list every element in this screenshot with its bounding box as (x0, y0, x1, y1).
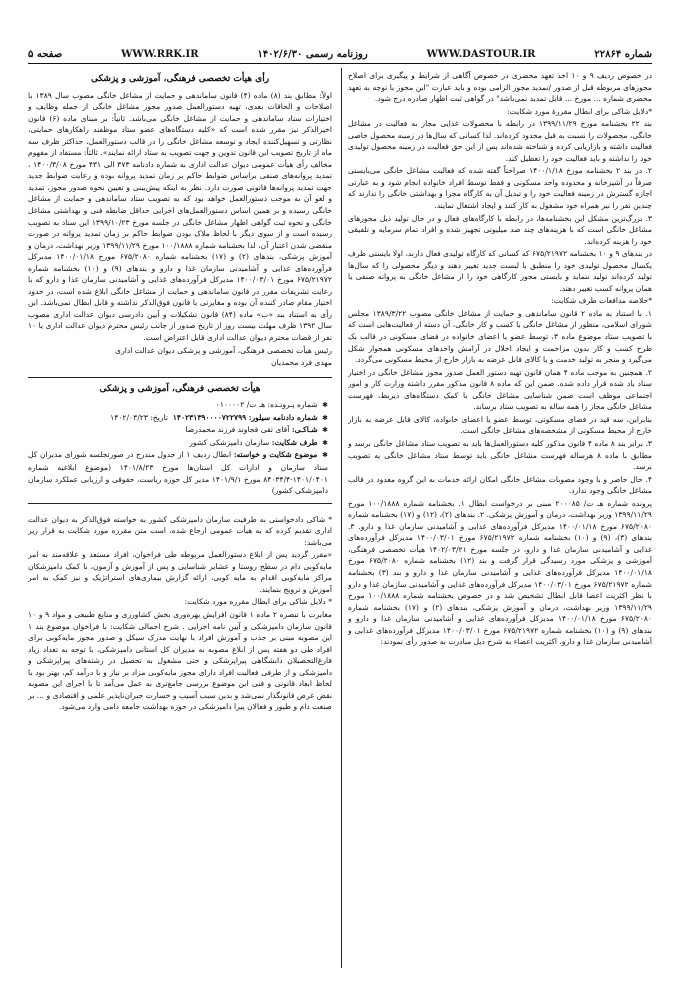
signature-title: رئیس هیأت تخصصی فرهنگی، آموزشی و پزشکی دیوان عدالت اداری (115, 345, 332, 355)
bullet-icon: ✱ (322, 451, 328, 460)
paragraph: ۴. حال حاضر و با وجود مصوبات مشاغل خانگی امکان ارائه خدمات به این گروه معدود در قالب مشاغل خانگی وجود ندارد. (348, 474, 652, 496)
paragraph: در خصوص ردیف ۹ و ۱۰ اخذ تعهد محضری در خصوص آگاهی از شرایط و پیگیری برای اصلاح مجوزهای مربوطه قبل از صدور /تمدید مجوز الزامی بوده و باید عبارت "این مجوز با توجه به تعهد محضری شماره ... مورخ ... قابل تمدید نمی‌باشد" در گواهی ثبت اظهار صادره درج شود. (348, 71, 652, 104)
bullet-icon: ✱ (322, 401, 328, 410)
site-link-left[interactable]: WWW.RRK.IR (121, 48, 199, 60)
plaintiff-value: آقای تقی قجاوند فرزند محمدرضا (185, 425, 290, 435)
case-info-box (28, 377, 332, 504)
issue-number: شماره ۲۲۸۶۴ (594, 48, 652, 60)
plaintiff-label: شـاکـی: (291, 425, 318, 435)
subheading: * دلایل شاکی برای ابطال مقرره مورد شکایت: (184, 597, 332, 607)
bullet-icon: ✱ (322, 438, 328, 447)
paragraph: ۲. همچنین به موجب ماده ۴ همان قانون تهیه دستور العمل صدور مجوز مشاغل خانگی در اختیار ستاد یاد شده قرار داده شده. ضمن این که ماده ۸ قانون مذکور مقرر داشته وزارت کار و امور اجتماعی موظف است ضمن شناسایی مشاغل خانگی با کمک دستگاه‌های ذیربط، فهرست مشاغل خانگی مجاز را همه ساله به تصویب ستاد برساند. (348, 367, 652, 412)
subject-label: موضوع شکایت و خواسته: (233, 450, 318, 460)
gazette-date: روزنامه رسمی ۱۴۰۲/۶/۳۰ (257, 48, 368, 60)
paragraph: پرونده شماره هـ ت/ ۲۰۰۰۸۵ مبنی بر درخواست ابطال ۱. بخشنامه شماره ۱۰۰/۱۸۸۸ مورخ ۱۳۹۹/۱۱/۲۹ وزیر بهداشت، درمان و آموزش پزشکی. ۲. بندهای (۲)، (۱۲) و (۱۷) بخشنامه شماره ۶۷۵/۲۰۸۰ مورخ ۱۴۰۰/۰۱/۱۸ مدیرکل فرآورده‌های غذایی و آشامیدنی سازمان غذا و دارو. ۳. بندهای (۳)، (۹) و (۱۰) بخشنامه شماره ۶۷۵/۲۱۹۷۲ مورخ ۱۴۰۰/۰۳/۰۱ مدیرکل فرآورده‌های غذایی و آشامیدنی سازمان غذا و دارو، در جلسه مورخ ۱۴۰۲/۰۳/۲۱ هیأت تخصصی فرهنگی، آموزشی و پزشکی مورد رسیدگی قرار گرفت و بند (۱۲) بخشنامه شماره ۶۷۵/۲۰۸۰ مورخ ۱۴۰۰/۰۱/۱۸ مدیرکل فرآورده‌های غذایی و آشامیدنی سازمان غذا و دارو و بند (۳) بخشنامه شماره ۶۷۵/۲۱۹۷۲ مورخ ۱۴۰۰/۰۳/۰۱ مدیرکل فرآورده‌های غذایی و آشامیدنی سازمان غذا و دارو با نظر اکثریت اعضا قابل ابطال تشخیص شد و در خصوص بخشنامه شماره ۱۰۰/۱۸۸۸ مورخ ۱۳۹۹/۱۱/۲۹ وزیر بهداشت، درمان و آموزش پزشکی، بندهای (۲) و (۱۷) بخشنامه شماره ۶۷۵/۲۰۸۰ مورخ ۱۴۰۰/۰۱/۱۸ مدیرکل فرآورده‌های غذایی و آشامیدنی سازمان غذا و دارو و بندهای (۹) و (۱۰) بخشنامه شماره ۶۷۵/۲۱۹۷۲ مورخ ۱۴۰۰/۰۳/۰۱ مدیرکل فرآورده‌های غذایی و آشامیدنی سازمان غذا و دارو، اکثریت اعضاء به شرح ذیل مبادرت به صدور رأی نمودند: (348, 498, 652, 647)
paragraph: مغایرت با تبصره ۲ ماده ۱ قانون افزایش بهره‌وری بخش کشاورزی و منابع طبیعی و مواد ۹ و ۱۰ قانون سازمان دامپزشکی و آیین نامه اجرایی . شرح اجمالی شکایت: با فراخوان موضوع بند ۱ این مصوبه مبنی بر جذب و آموزش افراد با نهایت مدرک سیکل و صدور مجوز مایه‌کوبی برای افراد طی دو هفته پس از ابلاغ مصوبه به مدیران کل استانی دامپزشکی، با توجه به تعداد زیاد فارغ‌التحصیلان دانشگاهی پیراپزشکی و حتی مشغول به تحصیل در رشته‌های پیراپزشکی و دامپزشکی و از طرفی فعالیت افراد دارای مجوز مایه‌کوبی مزاد بر نیاز و با درآمد کم، بهتر بود با لحاظ ابعاد قانونی و فنی این موضوع بررسی جامع‌تری به عمل می‌آمد تا با اجرای این مصوبه نقض غرض قانونگذار نمی‌شد و بدین سبب آسیب و خسارت جبران‌ناپذیر علمی و اقتصادی و ... بر صنعت دام و طیور و فعالان پیرا دامپزشکی در حوزه بهداشت جامعه دامی وارد می‌شود. (28, 609, 332, 712)
paragraph: بنابراین، سه قید در فضای مسکونی، توسط عضو یا اعضای خانواده، کالای قابل عرضه به بازار خارج از محیط مسکونی از مشخصه‌های مشاغل خانگی است. (348, 414, 652, 436)
left-column (28, 70, 332, 968)
right-column (348, 70, 652, 968)
paragraph: * شاکی دادخواستی به طرفیت سازمان دامپزشکی کشور به خواسته فوق‌الذکر به دیوان عدالت اداری تقدیم کرده که به هیأت عمومی ارجاع شده، است متن مقرره مورد شکایت به قرار زیر می‌باشد: (28, 514, 332, 547)
box-title: هیأت تخصصی فرهنگی، آموزشی و پزشکی (99, 383, 261, 394)
paragraph: ۳. بزرگ‌ترین مشکل این بخشنامه‌ها، در رابطه با کارگاه‌های فعال و در حال تولید ذیل مجوزهای مشاغل خانگی است که با هزینه‌های چند صد میلیونی تجهیز شده و افراد تمام سرمایه و تلفیقی خود را هزینه کرده‌اند. (348, 213, 652, 246)
header-rule (28, 63, 652, 64)
page-number: صفحه ۵ (28, 48, 63, 60)
paragraph: بند ۲۲ بخشنامه مورخ ۱۳۹۹/۱۱/۲۹ در رابطه با محصولات غذایی مجاز به فعالیت در مشاغل خانگی، محصولات را نسبت به قبل محدود کرده‌اند. لذا کسانی که سال‌ها در زمینه محصول خاصی فعالیت داشته و بازاریابی کرده و شناخته شده‌اند پس از این حق فعالیت در زمینه محصول تولیدی خود را نداشته و باید فعالیت خود را تعطیل کند. (348, 119, 652, 163)
bullet-icon: ✱ (322, 413, 328, 422)
plaintiff-line (28, 424, 332, 437)
quoted-regulation: «مقرر گردید پس از ابلاغ دستورالعمل مربوطه طی فراخوان، افراد مستعد و علاقه‌مند به امر مایه‌کوبی دام در سطح روستا و عشایر شناسایی و پس از آموزش و آزمون، با کمک دامپزشکان مراکز مایه‌کوبی اقدام به مایه کوبی، ارائه گزارش بیماری‌های استراتژیک و نیز کمک به امر آموزش و ترویج بنمایند. (28, 550, 332, 594)
ruling-body: اولاً: مطابق بند (۸) ماده (۴) قانون ساماندهی و حمایت از مشاغل خانگی مصوب سال ۱۳۸۹ با اصلاحات و الحاقات بعدی، تهیه دستورالعمل صدور مجوز مشاغل خانگی از جمله وظایف و اختیارات ستاد ساماندهی و حمایت از مشاغل خانگی می‌باشد. ثانیاً: بر مبنای ماده (۶) قانون اخیرالذکر نیز مقرر شده است که «کلیه دستگاه‌های عضو ستاد موظفند راهکارهای حمایتی، نظارتی و تسهیل‌کننده ایجاد و توسعه مشاغل خانگی را در قالب دستورالعمل، حداکثر ظرف سه ماه از تاریخ تصویب این قانون تدوین و جهت تصویب به ستاد ارائه نمایند». ثالثاً: مستفاد از مفهوم مخالف رأی هیأت عمومی دیوان عدالت اداری به شماره دادنامه ۳۷۳ الی ۴۳۱ مورخ ۱۴۰۰/۳/۰۸ ، تمدید پروانه‌های صنفی براساس ضوابط حاکم بر زمان تمدید پروانه بوده و رعایت ضوابط جدید جهت تمدید پروانه‌ها قانونی صورت دارد. نظر به اینکه پیش‌بینی و تعیین نحوه صدور مجوز، تمدید و لغو آن به موجب دستورالعمل خواهد بود که به تصویب ستاد ساماندهی و حمایت از مشاغل خانگی رسیده و بر همین اساس دستورالعمل‌های اجرایی حداقل ضابطه فنی و بهداشتی مشاغل خانگی و نحوه ثبت گواهی اظهار مشاغل خانگی در جلسه مورخ ۱۳۹۹/۱۰/۲۳ این ستاد به تصویب رسیده است و از سوی دیگر با لحاظ ملاک بودن ضوابط حاکم بر زمان تمدید پروانه در صورت منقضی شدن اعتبار آن، لذا بخشنامه شماره ۱۰۰/۱۸۸۸ مورخ ۱۳۹۹/۱۱/۲۹ وزیر بهداشت، درمان و آموزش پزشکی، بندهای (۲) و (۱۷) بخشنامه شماره ۶۷۵/۲۰۸۰ مورخ ۱۴۰۰/۰۱/۱۸ مدیرکل فرآورده‌های غذایی و آشامیدنی سازمان غذا و دارو و بندهای (۹) و (۱۰) بخشنامه شماره ۶۷۵/۲۱۹۷۲ مورخ ۱۴۰۰/۰۳/۰۱ مدیرکل فرآورده‌های غذایی و آشامیدنی سازمان غذا و دارو که با رعایت تشریفات مقرر در قانون ساماندهی و حمایت از مشاغل خانگی ابلاغ شده است، در حدود اختیار مقام صادر کننده آن بوده و مغایرتی با قانون فوق‌الذکر نداشته و قابل ابطال نمی‌باشد. این رأی به استناد بند «ب» ماده (۸۴) قانون تشکیلات و آیین دادرسی دیوان عدالت اداری مصوب سال ۱۳۹۲ ظرف مهلت بیست روز از تاریخ صدور از جانب رئیس محترم دیوان عدالت اداری یا ۱۰ نفر از قضات محترم دیوان عدالت اداری قابل اعتراض است. (28, 90, 332, 343)
subject-line (28, 449, 332, 496)
date-value: ۱۴۰۲/۰۳/۲۳ (110, 412, 148, 422)
case-number-label: شماره پـرونـده: (267, 400, 318, 410)
paragraph: ۳. برابر بند ۸ ماده ۴ قانون مذکور کلیه دستورالعمل‌ها باید به تصویب ستاد مشاغل خانگی برسد و مطابق با ماده ۸ هرساله فهرست مشاغل خانگی باید توسط ستاد مشاغل خانگی به تصویب برسد. (348, 438, 652, 472)
subheading: *خلاصه مدافعات طرف شکایت: (551, 296, 652, 306)
section-title: رأی هیأت تخصصی فرهنگی، آموزشی و پزشکی (90, 74, 270, 84)
defendant-line (28, 437, 332, 450)
signature-name: مهدی فرد محمدیان (271, 358, 332, 368)
subject-value: ابطال ردیف ۱ از جدول مندرج در صورتجلسه شورای مدیران کل ستاد سازمان و ادارات کل استان‌ها مورخ ۱۴۰۱/۸/۲۳ (موضوع ابلاغیه شماره ۱۴۰۱/۰۴۰۱-۸۴۰۳۴/۴ مورخ ۱۴۰۱/۹/۱ مدیر کل حوزه ریاست، حقوقی و ارزیابی عملکرد سازمان دامپزشکی کشور) (28, 450, 328, 496)
bullet-icon: ✱ (322, 426, 328, 435)
defendant-value: سازمان دامپزشکی کشور (189, 437, 270, 447)
paragraph: ۱. با استناد به ماده ۲ قانون ساماندهی و حمایت از مشاغل خانگی مصوب ۱۳۸۹/۳/۲۲ مجلس شورای اسلامی، منظور از مشاغل خانگی یا کسب و کار خانگی، آن دسته از فعالیت‌هایی است که با تصویب ستاد موضوع ماده ۳، توسط عضو یا اعضای خانواده در فضای مسکونی در قالب یک طرح کسب و کار بدون مزاحمت و ایجاد اخلال در آرامش واحدهای مسکونی همجوار شکل می‌گیرد و منجر به تولید خدمت و یا کالای قابل عرضه به بازار خارج از محیط مسکونی می‌گردد. (348, 308, 652, 365)
ruling-number-label: شماره دادنامه سیلور: (248, 412, 318, 422)
paragraph: در بندهای ۹ و ۱۰ بخشنامه ۶۷۵/۲۱۹۷۲ که کسانی که کارگاه تولیدی فعال دارند، اولا بایستی ظرف یکسال محصول تولیدی خود را منطبق با لیست جدید تغییر دهند و دیگر محصولی را که سال‌ها تولید کرده‌اند تولید ننماید و بایستی مجوز کارگاهی خود را از مشاغل خانگی به پروانه صنفی یا همان پروانه کسب تغییر دهند. (348, 249, 652, 293)
case-number-line (28, 399, 332, 412)
defendant-label: طرف شکایت: (271, 437, 318, 447)
site-link-right[interactable]: WWW.DASTOUR.IR (426, 48, 536, 60)
ruling-number-value: ۱۴۰۲۳۱۳۹۰۰۰۰۷۲۲۷۹۹ (172, 412, 247, 422)
column-divider (341, 68, 342, 968)
ruling-number-line (28, 412, 332, 425)
date-label: تاریخ: (150, 412, 169, 422)
paragraph: ۲. در بند ۲ بخشنامه مورخ ۱۴۰۰/۱/۱۸ صراحتاً گفته شده که فعالیت مشاغل خانگی می‌بایستی صرفاً در آشپزخانه و محدوده واحد مسکونی و فقط توسط افراد خانواده انجام شود و به عبارتی اجازه گسترش در زمینه فعالیت خود را و تبدیل آن به کارگاه مجزا و بهداشتی خانگی را ندارند که چندین نفر را نیز همراه خود مشغول به کار کنند و ایجاد اشتغال نمایند. (348, 166, 652, 211)
page-header (28, 46, 652, 62)
subheading: *دلایل شاکی برای ابطال مقررۀ مورد شکایت: (507, 106, 652, 116)
case-number-value: هـ ت/ ۰۱۰۰۰۰۲ (215, 400, 266, 410)
